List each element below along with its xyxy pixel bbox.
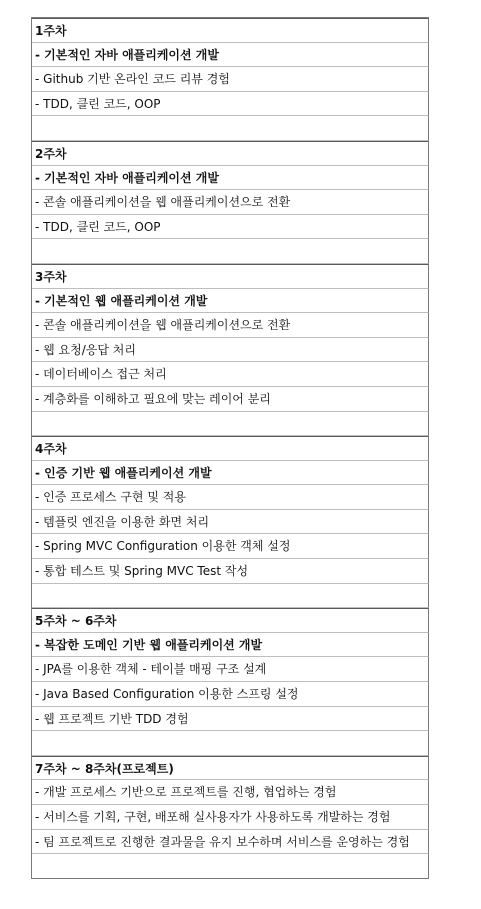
week-item: - 데이터베이스 접근 처리 [32, 362, 429, 387]
week-topic: - 복잡한 도메인 기반 웹 애플리케이션 개발 [32, 633, 429, 658]
spacer-row [32, 239, 429, 264]
week-topic: - 인증 기반 웹 애플리케이션 개발 [32, 461, 429, 486]
week-header: 7주차 ~ 8주차(프로젝트) [32, 756, 429, 781]
week-header: 3주차 [32, 264, 429, 289]
week-header: 2주차 [32, 141, 429, 166]
spacer-row [32, 854, 429, 879]
spacer-row [32, 584, 429, 609]
week-item: - Java Based Configuration 이용한 스프링 설정 [32, 682, 429, 707]
week-header: 1주차 [32, 18, 429, 43]
week-topic: - 기본적인 자바 애플리케이션 개발 [32, 166, 429, 191]
week-item: - JPA를 이용한 객체 - 테이블 매핑 구조 설계 [32, 657, 429, 682]
week-item: - 웹 프로젝트 기반 TDD 경험 [32, 707, 429, 732]
week-item: - TDD, 클린 코드, OOP [32, 92, 429, 117]
week-item: - 인증 프로세스 구현 및 적용 [32, 485, 429, 510]
week-item: - 개발 프로세스 기반으로 프로젝트를 진행, 협업하는 경험 [32, 780, 429, 805]
week-header: 5주차 ~ 6주차 [32, 608, 429, 633]
week-item: - 템플릿 엔진을 이용한 화면 처리 [32, 510, 429, 535]
week-item: - 팀 프로젝트로 진행한 결과물을 유지 보수하며 서비스를 운영하는 경험 [32, 830, 429, 855]
week-item: - Github 기반 온라인 코드 리뷰 경험 [32, 67, 429, 92]
week-item: - Spring MVC Configuration 이용한 객체 설정 [32, 534, 429, 559]
week-item: - 콘솔 애플리케이션을 웹 애플리케이션으로 전환 [32, 190, 429, 215]
spacer-row [32, 412, 429, 437]
week-item: - 계층화를 이해하고 필요에 맞는 레이어 분리 [32, 387, 429, 412]
curriculum-table [31, 17, 429, 879]
week-item: - 웹 요청/응답 처리 [32, 338, 429, 363]
spacer-row [32, 731, 429, 756]
week-topic: - 기본적인 자바 애플리케이션 개발 [32, 43, 429, 68]
spacer-row [32, 116, 429, 141]
week-item: - 서비스를 기획, 구현, 배포해 실사용자가 사용하도록 개발하는 경험 [32, 805, 429, 830]
week-item: - 통합 테스트 및 Spring MVC Test 작성 [32, 559, 429, 584]
week-header: 4주차 [32, 436, 429, 461]
week-topic: - 기본적인 웹 애플리케이션 개발 [32, 289, 429, 314]
week-item: - TDD, 클린 코드, OOP [32, 215, 429, 240]
week-item: - 콘솔 애플리케이션을 웹 애플리케이션으로 전환 [32, 313, 429, 338]
